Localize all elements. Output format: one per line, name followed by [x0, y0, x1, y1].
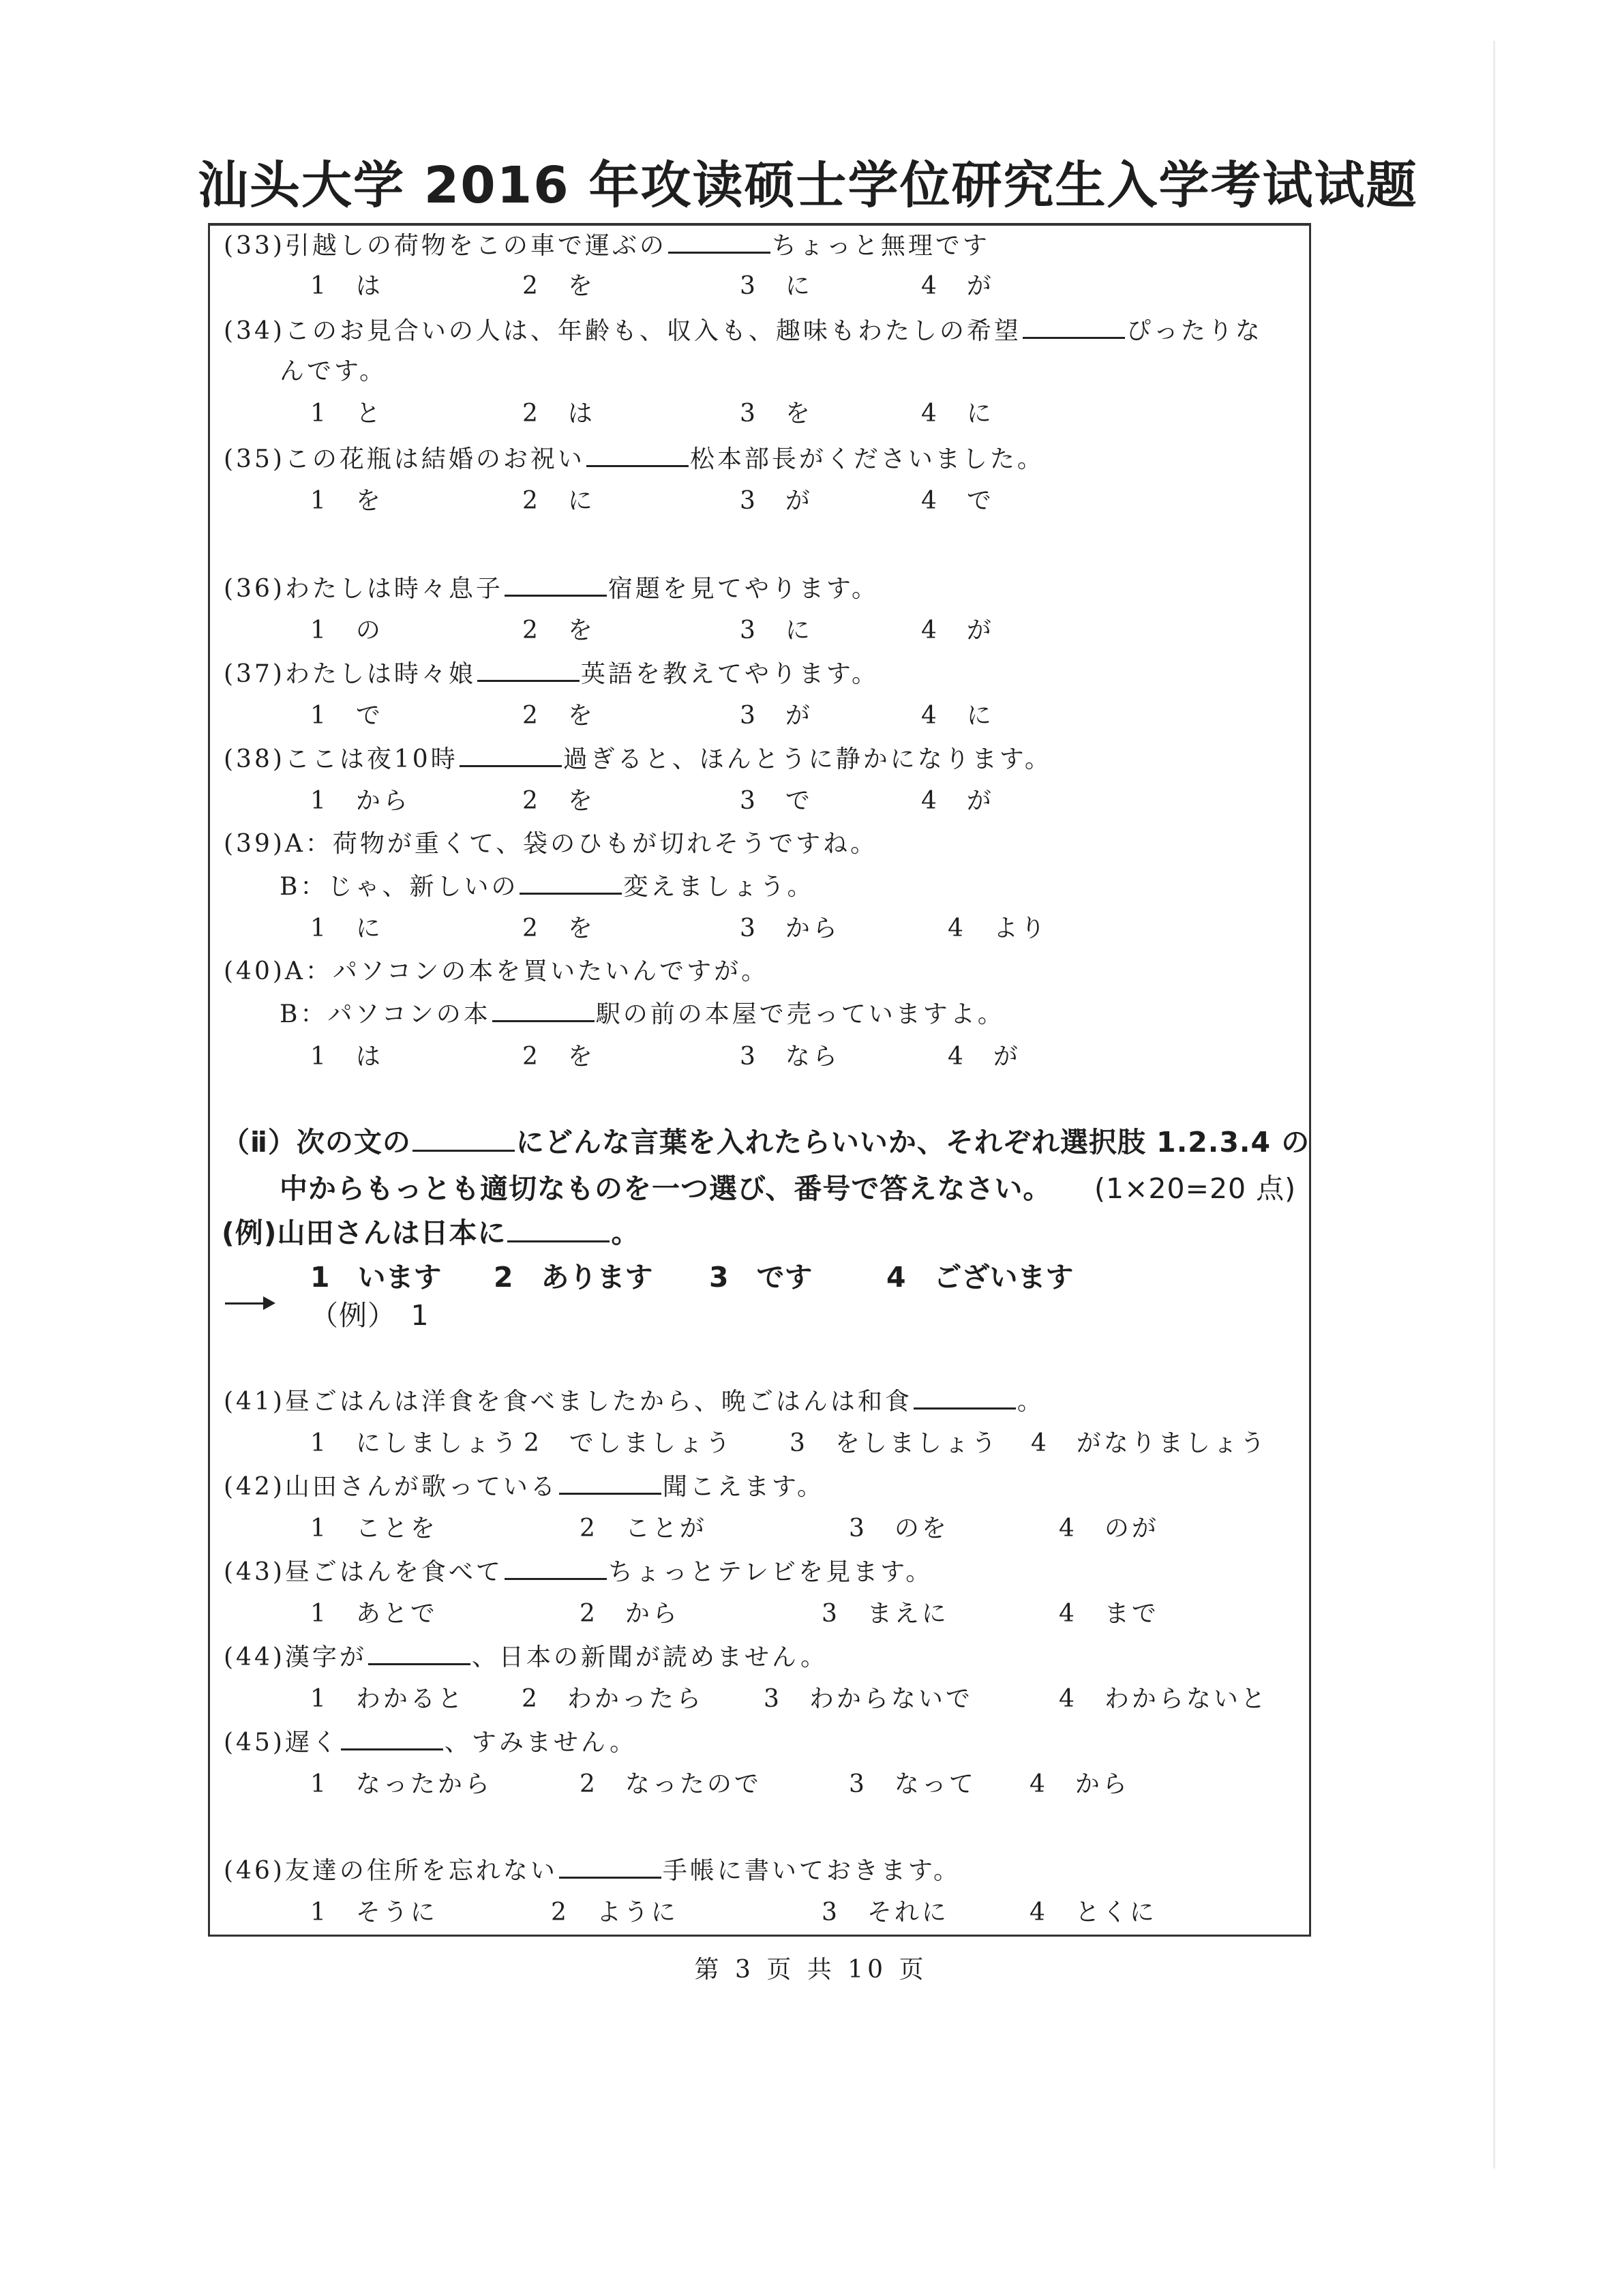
question-44: (44)漢字が 、日本の新聞が読めません。: [224, 1640, 828, 1675]
option-3: 3 に: [740, 272, 813, 300]
answer-blank: [412, 1127, 515, 1152]
option-4: 4 に: [921, 400, 994, 428]
example-question: (例)山田さんは日本に 。: [222, 1217, 640, 1249]
option-2: 2 を: [522, 616, 595, 644]
option-2: 2 でしましょう: [524, 1429, 733, 1457]
option-3: 3 で: [740, 787, 813, 815]
option-1: 1 は: [310, 1043, 383, 1071]
scan-edge-line: [1493, 41, 1495, 2168]
option-4: 4 に: [921, 702, 994, 730]
option-3: 3 に: [740, 616, 813, 644]
option-2: 2 あります: [494, 1261, 653, 1294]
option-4: 4 のが: [1059, 1515, 1159, 1542]
answer-blank: [341, 1725, 443, 1750]
exam-title: 汕头大学 2016 年攻读硕士学位研究生入学考试试题: [198, 156, 1418, 215]
option-4: 4 より: [948, 914, 1048, 942]
question-41: (41)昼ごはんは洋食を食べましたから、晩ごはんは和食 。: [224, 1384, 1045, 1419]
option-1: 1 の: [310, 616, 383, 644]
option-2: 2 を: [522, 914, 595, 942]
page-number: 第 3 页 共 10 页: [694, 1956, 928, 1984]
question-35: (35)この花瓶は結婚のお祝い 松本部長がくださいました。: [224, 442, 1045, 477]
question-45: (45)遅く 、すみません。: [224, 1725, 637, 1760]
option-2: 2 を: [522, 702, 595, 730]
option-3: 3 が: [740, 487, 813, 515]
question-frame: [208, 223, 1311, 1937]
option-3: 3 から: [740, 914, 840, 942]
option-1: 1 あとで: [310, 1600, 438, 1628]
question-42: (42)山田さんが歌っている 聞こえます。: [224, 1470, 824, 1504]
answer-blank: [1023, 314, 1125, 339]
option-4: 4 とくに: [1030, 1898, 1157, 1926]
option-2: 2 は: [522, 400, 595, 428]
option-3: 3 のを: [849, 1515, 949, 1542]
option-4: 4 が: [921, 787, 994, 815]
option-4: 4 が: [921, 272, 994, 300]
answer-blank: [559, 1470, 661, 1495]
option-3: 3 それに: [822, 1898, 949, 1926]
option-4: 4 ございます: [886, 1261, 1074, 1294]
question-40: (40)A：パソコンの本を買いたいんですが。: [224, 957, 769, 985]
option-1: 1 わかると: [310, 1685, 465, 1713]
option-3: 3 まえに: [822, 1600, 949, 1628]
option-3: 3 なら: [740, 1043, 840, 1071]
option-1: 1 を: [310, 487, 383, 515]
option-2: 2 なったので: [580, 1770, 762, 1798]
option-3: 3 が: [740, 702, 813, 730]
option-1: 1 から: [310, 787, 410, 815]
option-2: 2 から: [580, 1600, 680, 1628]
option-4: 4 まで: [1059, 1600, 1159, 1628]
option-1: 1 そうに: [310, 1898, 438, 1926]
answer-blank: [505, 571, 607, 597]
answer-blank: [668, 228, 770, 254]
answer-blank: [460, 742, 562, 767]
question-33: (33)引越しの荷物をこの車で運ぶの ちょっと無理です: [224, 228, 990, 263]
option-1: 1 と: [310, 400, 383, 428]
option-4: 4 から: [1030, 1770, 1130, 1798]
section-2-instructions: （ⅱ）次の文の にどんな言葉を入れたらいいか、それぞれ選択肢 1.2.3.4 の: [222, 1126, 1310, 1159]
answer-blank: [505, 1555, 607, 1580]
option-2: 2 ように: [551, 1898, 678, 1926]
option-4: 4 がなりましょう: [1031, 1429, 1267, 1457]
option-3: 3 なって: [849, 1770, 976, 1798]
option-1: 1 に: [310, 914, 383, 942]
option-1: 1 ことを: [310, 1515, 438, 1542]
question-40-line-b: B：パソコンの本 駅の前の本屋で売っていますよ。: [280, 997, 1005, 1032]
example-answer: （例） 1: [310, 1299, 430, 1332]
option-4: 4 が: [921, 616, 994, 644]
answer-blank: [368, 1640, 470, 1665]
option-2: 2 を: [522, 1043, 595, 1071]
answer-blank: [520, 869, 622, 895]
option-4: 4 わからないと: [1059, 1685, 1268, 1713]
question-39-line-b: B：じゃ、新しいの 変えましょう。: [280, 869, 814, 904]
answer-blank: [559, 1853, 661, 1879]
question-34-continued: んです。: [280, 357, 387, 385]
option-2: 2 を: [522, 787, 595, 815]
answer-blank: [914, 1384, 1016, 1410]
question-34: (34)このお見合いの人は、年齢も、収入も、趣味もわたしの希望 ぴったりな: [224, 314, 1263, 348]
option-3: 3 をしましょう: [790, 1429, 999, 1457]
section-2-points: (1×20=20 点): [1094, 1172, 1297, 1205]
question-36: (36)わたしは時々息子 宿題を見てやります。: [224, 571, 879, 606]
question-37: (37)わたしは時々娘 英語を教えてやります。: [224, 657, 879, 691]
answer-blank: [507, 1217, 610, 1242]
question-39: (39)A：荷物が重くて、袋のひもが切れそうですね。: [224, 830, 878, 858]
question-43: (43)昼ごはんを食べて ちょっとテレビを見ます。: [224, 1555, 933, 1590]
option-3: 3 を: [740, 400, 813, 428]
option-1: 1 で: [310, 702, 383, 730]
section-2-instructions-line-2: 中からもっとも適切なものを一つ選び、番号で答えなさい。: [280, 1172, 1052, 1205]
option-4: 4 が: [948, 1043, 1021, 1071]
option-3: 3 わからないで: [764, 1685, 973, 1713]
option-2: 2 に: [522, 487, 595, 515]
option-1: 1 なったから: [310, 1770, 492, 1798]
option-1: 1 は: [310, 272, 383, 300]
answer-blank: [477, 657, 580, 682]
arrow-icon: [225, 1302, 273, 1304]
option-3: 3 です: [709, 1261, 813, 1294]
answer-blank: [586, 442, 689, 467]
option-1: 1 います: [310, 1261, 442, 1294]
option-1: 1 にしましょう: [310, 1429, 520, 1457]
option-2: 2 ことが: [580, 1515, 707, 1542]
answer-blank: [492, 997, 595, 1022]
question-46: (46)友達の住所を忘れない 手帳に書いておきます。: [224, 1853, 961, 1888]
option-2: 2 を: [522, 272, 595, 300]
question-38: (38)ここは夜10時 過ぎると、ほんとうに静かになります。: [224, 742, 1052, 777]
option-4: 4 で: [921, 487, 994, 515]
option-2: 2 わかったら: [522, 1685, 704, 1713]
